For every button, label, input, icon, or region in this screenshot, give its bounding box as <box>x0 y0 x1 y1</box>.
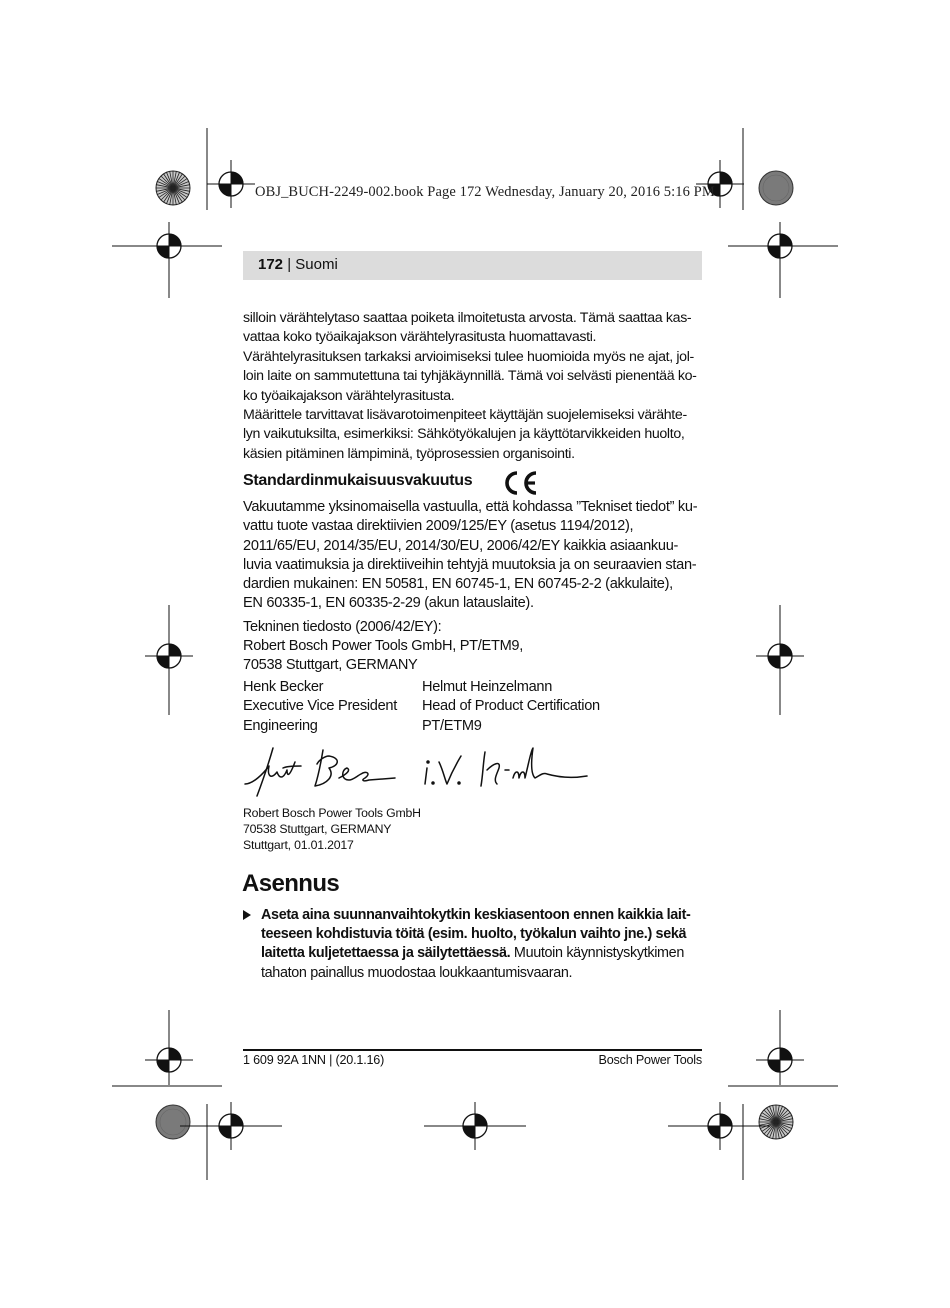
declaration-line: vattu tuote vastaa direktiivien 2009/125/EY (asetus 1194/2012), <box>243 518 634 535</box>
intro-line: Värähtelyrasituksen tarkaksi arvioimiseksi tulee huomioida myös ne ajat, jol- <box>243 348 694 365</box>
declaration-text <box>243 498 703 676</box>
declaration-line: dardien mukainen: EN 50581, EN 60745-1, EN 60745-2-2 (akkulaite), <box>243 576 673 593</box>
print-slug: OBJ_BUCH-2249-002.book Page 172 Wednesday, January 20, 2016 5:16 PM <box>255 184 715 200</box>
ce-mark-icon <box>500 468 540 498</box>
declaration-heading: Standardinmukaisuusvakuutus <box>243 472 473 489</box>
intro-line: ko työaikajakson värähtelyrasitusta. <box>243 387 455 404</box>
technical-file-line: Tekninen tiedosto (2006/42/EY): <box>243 618 442 635</box>
signatory-name: Henk Becker <box>243 679 324 695</box>
signatory-name: Helmut Heinzelmann <box>422 679 553 695</box>
declaration-line: Vakuutamme yksinomaisella vastuulla, että kohdassa ”Tekniset tiedot” ku- <box>243 499 698 515</box>
technical-file-line: Robert Bosch Power Tools GmbH, PT/ETM9, <box>243 638 524 655</box>
issuer-line: Robert Bosch Power Tools GmbH <box>243 806 421 820</box>
page-number: 172 <box>258 256 284 273</box>
signatory-right <box>422 678 600 736</box>
footer-rule <box>243 1049 702 1051</box>
bullet-triangle-icon <box>243 910 251 920</box>
intro-line: silloin värähtelytaso saattaa poiketa ilmoitetusta arvosta. Tämä saattaa kas- <box>243 310 692 326</box>
declaration-line: EN 60335-1, EN 60335-2-29 (akun latauslaite). <box>243 595 534 612</box>
intro-line: loin laite on sammutettuna tai tyhjäkäynnillä. Tämä voi selvästi pienentää ko- <box>243 368 697 385</box>
signatory-title: Head of Product Certification <box>422 698 600 715</box>
declaration-line: 2011/65/EU, 2014/35/EU, 2014/30/EU, 2006/42/EY kaikkia asiaankuu- <box>243 537 679 554</box>
intro-line: käsien pitäminen lämpiminä, työprosessien organisointi. <box>243 445 575 462</box>
intro-line: lyn vaikutuksilta, esimerkiksi: Sähkötyökalujen ja käyttötarvikkeiden huolto, <box>243 426 685 443</box>
signature-image <box>243 740 603 802</box>
footer-doc-number: 1 609 92A 1NN | (20.1.16) <box>243 1053 385 1067</box>
signatory-title: Engineering <box>243 717 318 734</box>
warning-text: Muutoin käynnistyskytkimen tahaton painallus muodostaa loukkaantumisvaaran. <box>261 945 684 981</box>
header-separator: | <box>287 256 292 273</box>
technical-file-line: 70538 Stuttgart, GERMANY <box>243 657 418 674</box>
header-language: Suomi <box>295 256 338 273</box>
warning-bullet <box>243 906 703 983</box>
intro-line: vattaa koko työaikajakson värähtelyrasitusta huomattavasti. <box>243 329 597 346</box>
declaration-line: luvia vaatimuksia ja direktiiveihin tehtyjä muutoksia ja on seuraavien stan- <box>243 556 697 573</box>
issuer-block <box>243 805 421 853</box>
footer-brand: Bosch Power Tools <box>598 1053 702 1067</box>
intro-line: Määrittele tarvittavat lisävarotoimenpiteet käyttäjän suojelemiseksi värähte- <box>243 407 687 424</box>
running-header <box>258 256 338 273</box>
signatory-left <box>243 678 397 736</box>
issuer-line: Stuttgart, 01.01.2017 <box>243 838 354 852</box>
issuer-line: 70538 Stuttgart, GERMANY <box>243 822 392 836</box>
intro-text <box>243 309 703 464</box>
warning-bold-text: Aseta aina suunnanvaihtokytkin keskiasentoon ennen kaikkia laitteeseen kohdistuvia töitä (esim. huolto, työkalun vaihto jne.) sekä laitetta kuljetettaessa ja säilytettäessä. <box>261 907 691 962</box>
signatory-title: PT/ETM9 <box>422 717 482 734</box>
signatory-title: Executive Vice President <box>243 698 397 715</box>
section-heading: Asennus <box>242 870 340 897</box>
